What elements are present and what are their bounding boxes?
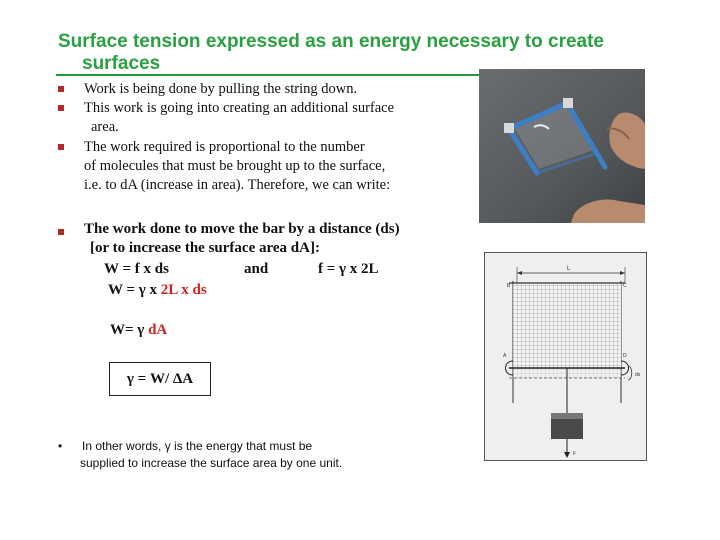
diagram-label-d: D [623, 353, 627, 359]
bullet-3-line-2: of molecules that must be brought up to the surface, [84, 158, 386, 174]
wire-frame-photo-illustration [479, 69, 645, 223]
bullet-3-line-1: The work required is proportional to the number [84, 139, 365, 155]
bullet-1-line-1: Work is being done by pulling the string down. [84, 81, 358, 97]
bullet-marker [58, 86, 64, 92]
equation-w-gamma-red: 2L x ds [160, 282, 207, 298]
equation-w-gamma [108, 282, 207, 299]
diagram-label-b: B [507, 283, 511, 289]
equation-and: and [244, 261, 269, 277]
work-line-1: The work done to move the bar by a distance (ds) [84, 221, 400, 237]
diagram-label-f: F [573, 451, 577, 457]
equation-w-fds: W = f x ds [104, 261, 169, 277]
wire-frame-photo [479, 69, 645, 223]
footer-line-1: In other words, γ is the energy that must be [82, 439, 313, 453]
bullet-2-line-1: This work is going into creating an additional surface [84, 100, 395, 116]
diagram-label-a: A [503, 353, 507, 359]
title-line-1: Surface tension expressed as an energy necessary to create [58, 31, 604, 52]
bullet-3-line-3: i.e. to dA (increase in area). Therefore, we can write: [84, 177, 391, 193]
equation-w-gamma-prefix: W = γ x [108, 282, 161, 298]
footer-bullet-dot: • [58, 439, 63, 453]
diagram-label-c: C [623, 283, 627, 289]
bullet-2-line-2: area. [91, 119, 119, 135]
title-line-2: surfaces [82, 53, 161, 74]
frame-diagram [484, 252, 647, 461]
footer-line-2: supplied to increase the surface area by one unit. [80, 456, 343, 470]
bullet-marker [58, 229, 64, 235]
equation-w-da [110, 322, 167, 339]
work-line-2: [or to increase the surface area dA]: [90, 240, 320, 256]
diagram-label-l: L [567, 266, 571, 272]
diagram-label-ds: ds [635, 372, 641, 378]
boxed-equation-text: γ = W/ ΔA [126, 370, 194, 387]
bullet-marker [58, 144, 64, 150]
equation-f-gamma: f = γ x 2L [318, 261, 379, 277]
frame-diagram-illustration [485, 253, 648, 462]
equation-w-da-red: dA [148, 322, 168, 338]
equation-w-da-prefix: W= γ [110, 322, 149, 338]
boxed-equation [109, 362, 211, 396]
bullet-marker [58, 105, 64, 111]
